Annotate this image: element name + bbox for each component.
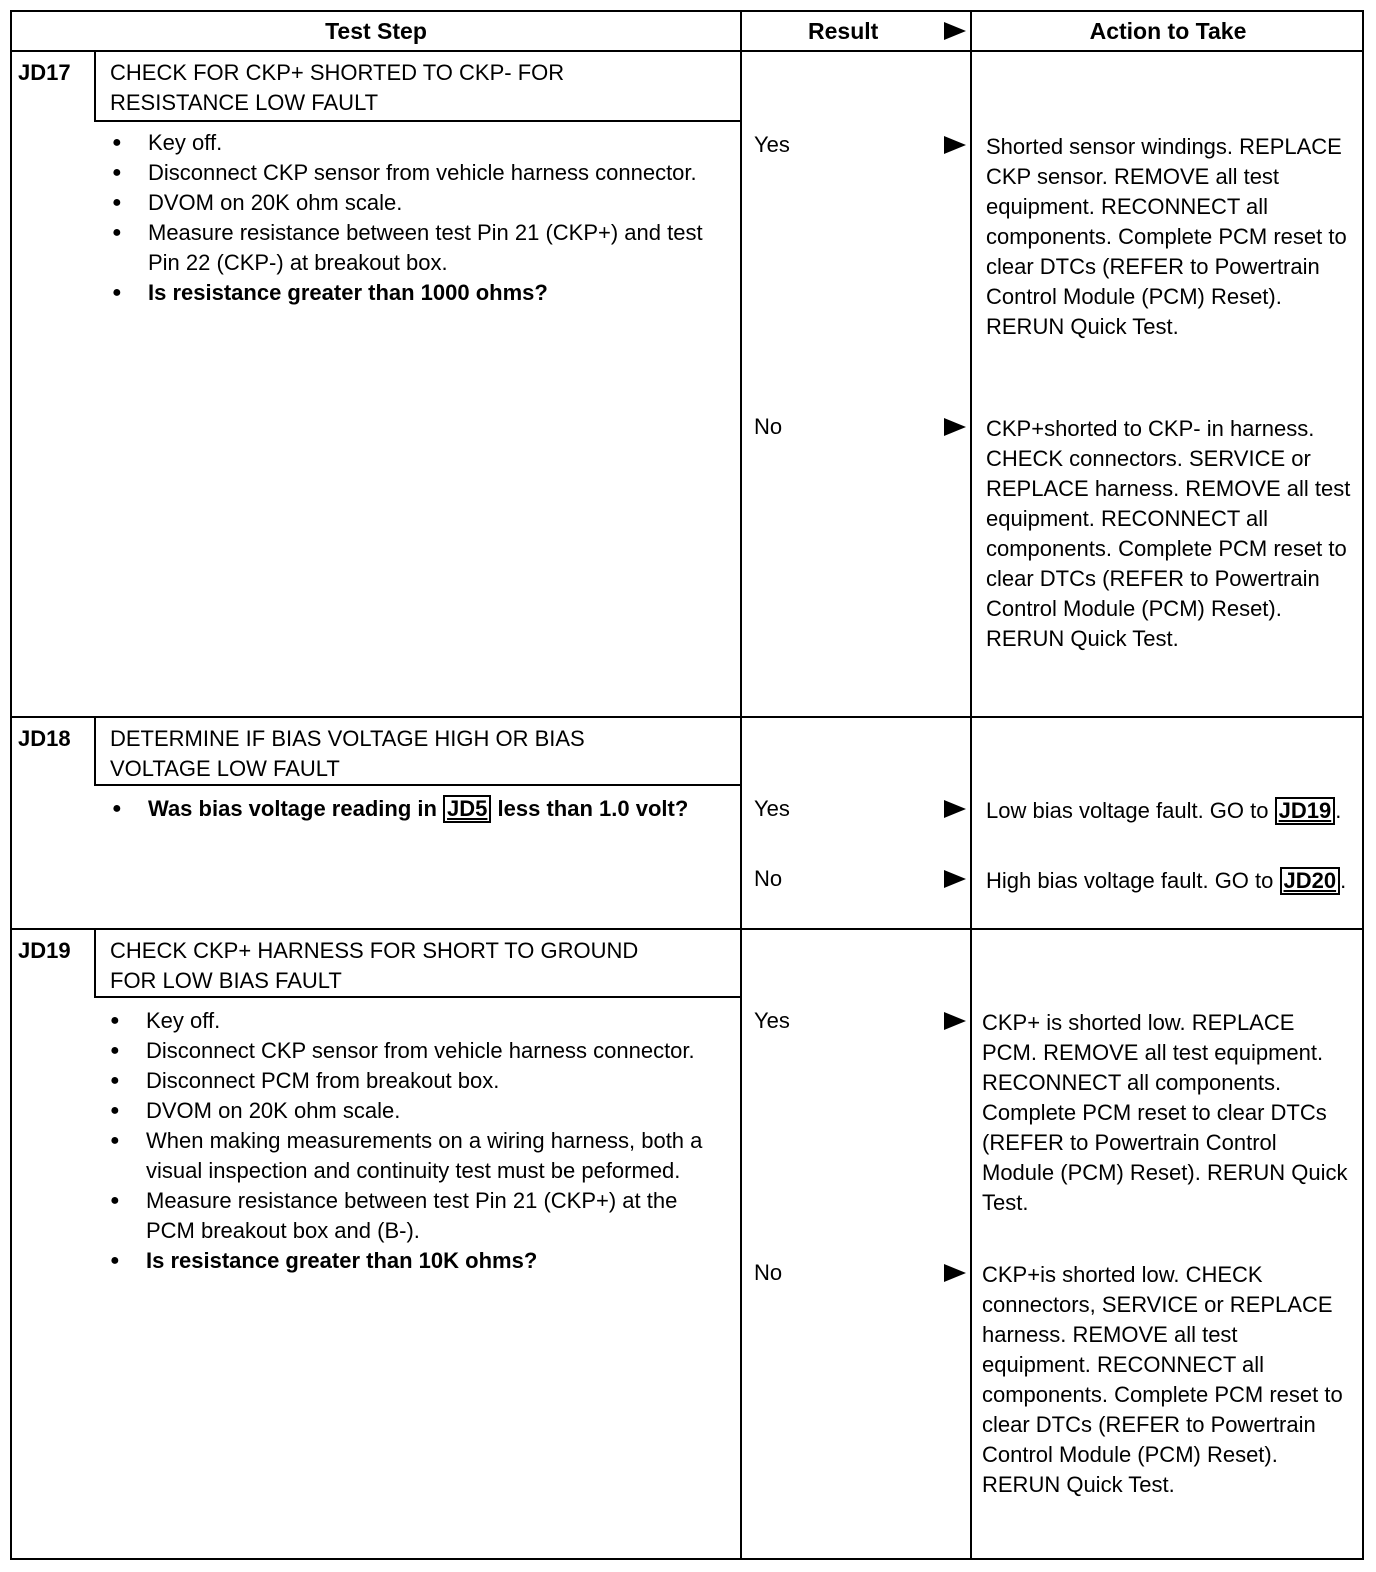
step-list-jd17: [108, 128, 728, 308]
title-divider-jd18: [94, 784, 740, 786]
divider-test-result: [740, 12, 742, 1558]
arrow-icon: [944, 418, 966, 436]
step-title-jd18: DETERMINE IF BIAS VOLTAGE HIGH OR BIAS VOLTAGE LOW FAULT: [110, 726, 585, 781]
arrow-icon: [944, 1012, 966, 1030]
diagnostic-table: [10, 10, 1364, 1560]
title-divider-jd19: [94, 996, 740, 998]
list-item: ● DVOM on 20K ohm scale.: [108, 188, 728, 218]
action-yes-jd18: [986, 796, 1356, 826]
arrow-icon: [944, 1264, 966, 1282]
result-no-jd17: No: [754, 414, 783, 439]
arrow-icon: [944, 800, 966, 818]
list-item-question: ● Is resistance greater than 1000 ohms?: [108, 278, 728, 308]
header-action: Action to Take: [1089, 17, 1247, 44]
step-id-jd18: JD18: [18, 726, 71, 751]
divider-id-jd17: [94, 52, 96, 122]
step-title-jd19: CHECK CKP+ HARNESS FOR SHORT TO GROUND FOR LOW BIAS FAULT: [110, 938, 639, 993]
divider-id-jd19: [94, 930, 96, 998]
action-no-jd18: [986, 866, 1356, 896]
reference-link-jd19[interactable]: JD19: [1275, 797, 1336, 825]
action-text: .: [1335, 798, 1342, 823]
list-item: ● Measure resistance between test Pin 21 (CKP+) and test Pin 22 (CKP-) at breakout box.: [108, 218, 728, 278]
title-divider-jd17: [94, 120, 740, 122]
reference-link-jd5[interactable]: JD5: [443, 795, 491, 823]
action-no-jd19: CKP+is shorted low. CHECK connectors, SERVICE or REPLACE harness. REMOVE all test equipment. RECONNECT all components. Complete PCM reset to clear DTCs (REFER to Powertrain Control Module (PCM) Reset). RERUN Quick Test.: [982, 1262, 1343, 1497]
result-no-jd19: No: [754, 1260, 783, 1285]
action-text: High bias voltage fault. GO to: [986, 868, 1274, 893]
list-item: ● Disconnect CKP sensor from vehicle harness connector.: [108, 158, 728, 188]
header-arrow-icon: [944, 22, 966, 40]
result-no-jd18: No: [754, 866, 783, 891]
arrow-icon: [944, 136, 966, 154]
header-result: Result: [808, 17, 879, 44]
row-divider-jd18-jd19: [12, 928, 1362, 930]
list-item-question: [108, 794, 728, 824]
reference-link-jd20[interactable]: JD20: [1280, 867, 1341, 895]
step-id-jd19: JD19: [18, 938, 71, 963]
divider-id-jd18: [94, 718, 96, 786]
list-item: ● Key off.: [108, 128, 728, 158]
result-yes-jd17: Yes: [754, 132, 790, 157]
list-item: ● Disconnect PCM from breakout box.: [106, 1066, 730, 1096]
result-yes-jd18: Yes: [754, 796, 790, 821]
list-item-question: ● Is resistance greater than 10K ohms?: [106, 1246, 730, 1276]
action-yes-jd19: CKP+ is shorted low. REPLACE PCM. REMOVE all test equipment. RECONNECT all components. Complete PCM reset to clear DTCs (REFER to Powertrain Control Module (PCM) Reset). RERUN Quick Test.: [982, 1010, 1348, 1215]
action-text: .: [1340, 868, 1347, 893]
step-title-jd17: CHECK FOR CKP+ SHORTED TO CKP- FOR RESISTANCE LOW FAULT: [110, 60, 565, 115]
step-list-jd19: [106, 1006, 730, 1276]
action-yes-jd17: Shorted sensor windings. REPLACE CKP sensor. REMOVE all test equipment. RECONNECT all components. Complete PCM reset to clear DTCs (REFER to Powertrain Control Module (PCM) Reset). RERUN Quick Test.: [986, 134, 1347, 339]
list-item: ● Key off.: [106, 1006, 730, 1036]
action-text: Low bias voltage fault. GO to: [986, 798, 1269, 823]
step-list-jd18: [108, 794, 728, 824]
arrow-icon: [944, 870, 966, 888]
question-text: Was bias voltage reading in: [148, 796, 437, 821]
list-item: ● When making measurements on a wiring harness, both a visual inspection and continuity test must be peformed.: [106, 1126, 730, 1186]
divider-result-action: [970, 12, 972, 1558]
header-divider: [12, 50, 1362, 52]
row-divider-jd17-jd18: [12, 716, 1362, 718]
step-id-jd17: JD17: [18, 60, 71, 85]
action-no-jd17: CKP+shorted to CKP- in harness. CHECK connectors. SERVICE or REPLACE harness. REMOVE all test equipment. RECONNECT all components. Complete PCM reset to clear DTCs (REFER to Powertrain Control Module (PCM) Reset). RERUN Quick Test.: [986, 416, 1351, 651]
list-item: ● Measure resistance between test Pin 21 (CKP+) at the PCM breakout box and (B-).: [106, 1186, 730, 1246]
list-item: ● DVOM on 20K ohm scale.: [106, 1096, 730, 1126]
question-text: less than 1.0 volt?: [497, 796, 689, 821]
list-item: ● Disconnect CKP sensor from vehicle harness connector.: [106, 1036, 730, 1066]
header-test-step: Test Step: [325, 17, 427, 44]
result-yes-jd19: Yes: [754, 1008, 790, 1033]
